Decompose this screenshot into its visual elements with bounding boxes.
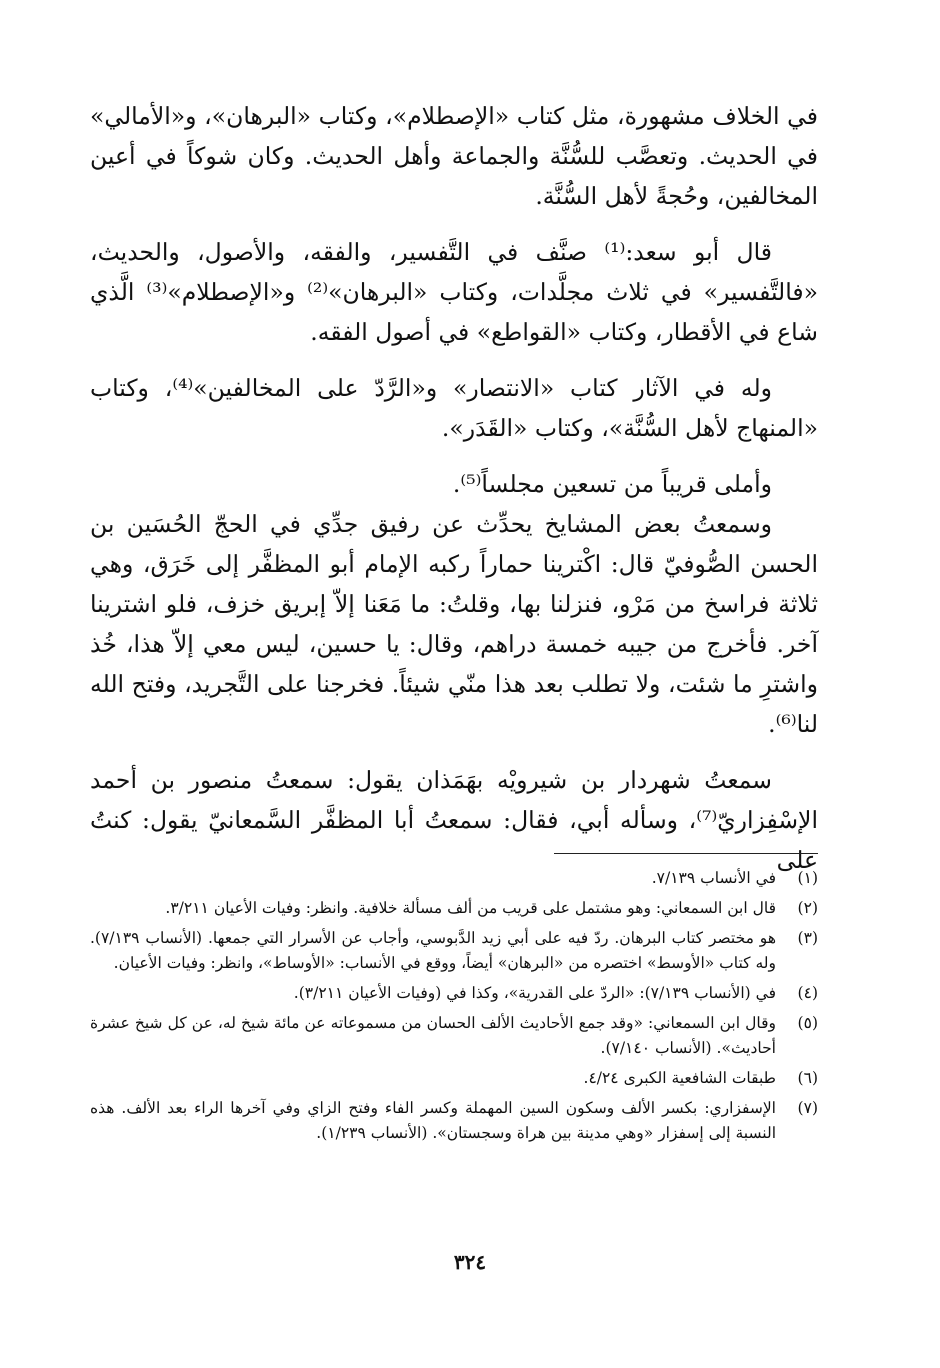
footnote-number: (٤) [797,984,818,1002]
paragraph-6: سمعتُ شهردار بن شيرويْه بهَمَذان يقول: سمعتُ منصور بن أحمد الإسْفِزاريّ⁽⁷⁾، وسأله أبي، فقال: سمعتُ أبا المظفَّر السَّمعانيّ يقول: كنتُ على [90,766,818,874]
main-text [90,96,818,896]
footnote-text: وقال ابن السمعاني: «وقد جمع الأحاديث الألف الحسان من مسموعاته عن مائة شيخ له، عن كل شيخ عشرة أحاديث». (الأنساب ٧/١٤٠). [90,1014,776,1057]
footnote-text: قال ابن السمعاني: وهو مشتمل على قريب من ألف مسألة خلافية. وانظر: وفيات الأعيان ٣/٢١١. [165,899,776,917]
footnote-text: في الأنساب ٧/١٣٩. [651,869,776,887]
footnote-7 [90,1096,818,1146]
footnote-3 [90,926,818,976]
footnote-number: (٧) [797,1099,818,1117]
paragraph-1: في الخلاف مشهورة، مثل كتاب «الإصطلام»، وكتاب «البرهان»، و«الأمالي» في الحديث. وتعصَّب للسُّنَّة والجماعة وأهل الحديث. وكان شوكاً في أعين المخالفين، وحُجةً لأهل السُّنَّة. [90,102,818,210]
footnote-number: (٦) [797,1069,818,1087]
footnote-text: هو مختصر كتاب البرهان. ردّ فيه على أبي زيد الدَّبوسي، وأجاب عن الأسرار التي جمعها. (الأنساب ٧/١٣٩). وله كتاب «الأوسط» اختصره من «البرهان» أيضاً، ووقع في الأنساب: «الأوساط»، وانظر: وفيات الأعيان. [90,929,776,972]
footnote-number: (١) [797,869,818,887]
footnote-text: الإسفزاري: بكسر الألف وسكون السين المهملة وكسر الفاء وفتح الزاي وفي آخرها الراء بعد الألف. هذه النسبة إلى إسفزار «وهي مدينة بين هراة وسجستان». (الأنساب ١/٢٣٩). [90,1099,776,1142]
paragraph-4: وأملى قريباً من تسعين مجلساً⁽⁵⁾. [452,470,772,498]
footnotes [90,866,818,1151]
footnote-text: في (الأنساب ٧/١٣٩): «الردّ على القدرية»، وكذا في (وفيات الأعيان ٣/٢١١). [293,984,776,1002]
footnote-number: (٥) [797,1014,818,1032]
footnote-text: طبقات الشافعية الكبرى ٤/٢٤. [583,1069,776,1087]
footnote-separator [554,853,818,854]
footnote-number: (٢) [797,899,818,917]
page-number: ٣٢٤ [453,1250,487,1274]
footnote-5 [90,1011,818,1061]
footnote-4 [90,981,818,1006]
footnote-2 [90,896,818,921]
footnote-1 [90,866,818,891]
paragraph-5: وسمعتُ بعض المشايخ يحدِّث عن رفيق جدِّي في الحجّ الحُسَين بن الحسن الصُّوفيّ قال: اكْترينا حماراً ركبه الإمام أبو المظفَّر إلى خَرَق، وهي ثلاثة فراسخ من مَرْو، فنزلنا بها، وقلتُ: ما مَعَنا إلاّ إبريق خزف، فلو اشترينا آخر. فأخرج من جيبه خمسة دراهم، وقال: يا حسين، ليس معي إلاّ هذا، خُذ واشترِ ما شئت، ولا تطلب بعد هذا منّي شيئاً. فخرجنا على التَّجريد، وفتح الله لنا⁽⁶⁾. [90,510,818,738]
paragraph-2: قال أبو سعد:⁽¹⁾ صنَّف في التَّفسير، والفقه، والأصول، والحديث، «فالتَّفسير» في ثلاث مجلَّدات، وكتاب «البرهان»⁽²⁾ و«الإصطلام»⁽³⁾ الَّذي شاع في الأقطار، وكتاب «القواطع» في أصول الفقه. [90,238,818,346]
paragraph-3: وله في الآثار كتاب «الانتصار» و«الرَّدّ على المخالفين»⁽⁴⁾، وكتاب «المنهاج لأهل السُّنَّة»، وكتاب «القَدَر». [90,374,818,442]
footnote-number: (٣) [797,929,818,947]
footnote-6 [90,1066,818,1091]
